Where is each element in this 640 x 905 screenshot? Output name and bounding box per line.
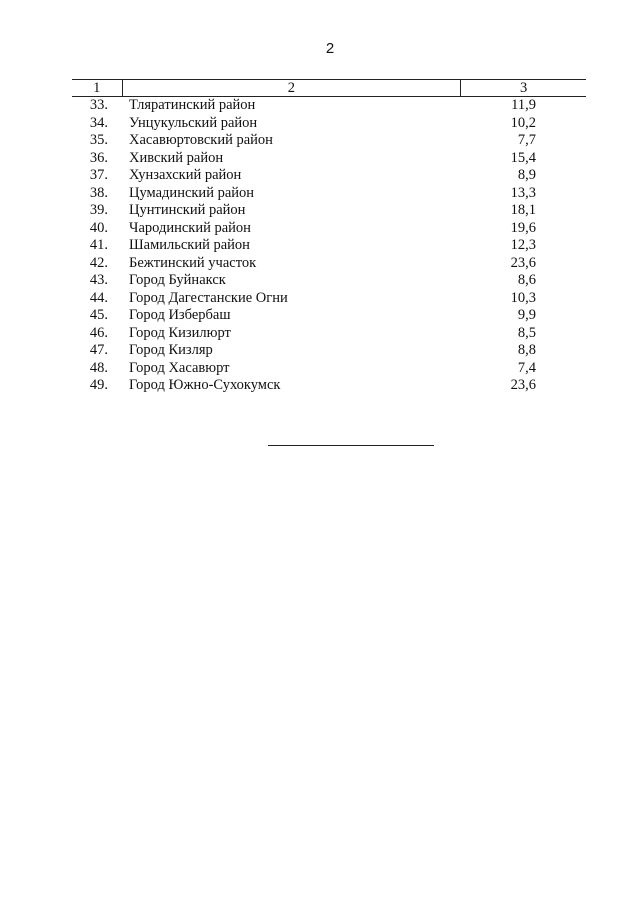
- table-row: [72, 132, 586, 150]
- row-value: 12,3: [510, 237, 536, 253]
- page-number: 2: [325, 40, 335, 57]
- row-value: 11,9: [511, 97, 536, 113]
- table-row: [72, 307, 586, 325]
- table-row: [72, 290, 586, 308]
- row-number: 47.: [89, 342, 109, 358]
- row-name: Цунтинский район: [129, 202, 246, 218]
- table-row: [72, 97, 586, 115]
- row-number: 40.: [89, 219, 109, 236]
- table-row: [72, 255, 586, 273]
- row-value: 23,6: [510, 254, 536, 271]
- row-value: 7,7: [517, 132, 536, 148]
- row-number: 48.: [89, 359, 109, 376]
- table-row: [72, 342, 586, 360]
- row-name: Город Кизляр: [129, 342, 213, 358]
- row-name: Город Буйнакск: [129, 272, 226, 288]
- row-name: Хунзахский район: [129, 167, 242, 183]
- table-row: [72, 150, 586, 168]
- row-name: Бежтинский участок: [129, 254, 257, 271]
- row-name: Чародинский район: [129, 219, 251, 236]
- table-row: [72, 377, 586, 395]
- row-name: Город Южно-Сухокумск: [129, 377, 281, 393]
- row-number: 36.: [89, 149, 109, 166]
- row-name: Город Дагестанские Огни: [129, 289, 288, 306]
- table-row: [72, 272, 586, 290]
- row-number: 38.: [89, 184, 109, 201]
- row-value: 8,8: [517, 342, 536, 358]
- row-number: 49.: [89, 377, 109, 393]
- row-name: Хасавюртовский район: [129, 132, 273, 148]
- row-number: 44.: [89, 289, 109, 306]
- row-value: 7,4: [517, 359, 536, 376]
- table-row: [72, 237, 586, 255]
- row-name: Тляратинский район: [129, 97, 256, 113]
- row-number: 41.: [89, 237, 109, 253]
- row-number: 43.: [89, 272, 109, 288]
- row-name: Город Хасавюрт: [129, 359, 230, 376]
- row-number: 39.: [89, 202, 109, 218]
- table-body: [72, 97, 586, 395]
- row-name: Унцукульский район: [129, 114, 258, 131]
- row-number: 42.: [89, 254, 109, 271]
- row-value: 8,5: [517, 324, 536, 341]
- row-value: 13,3: [510, 184, 536, 201]
- row-name: Город Избербаш: [129, 307, 231, 323]
- row-value: 15,4: [510, 149, 536, 166]
- row-value: 8,6: [517, 272, 536, 288]
- row-value: 8,9: [517, 167, 536, 183]
- row-number: 35.: [89, 132, 109, 148]
- column-header-3: 3: [461, 80, 586, 97]
- table-row: [72, 202, 586, 220]
- column-header-2: 2: [122, 80, 461, 97]
- row-name: Город Кизилюрт: [129, 324, 231, 341]
- table-row: [72, 360, 586, 378]
- row-number: 37.: [89, 167, 109, 183]
- row-value: 10,3: [510, 289, 536, 306]
- row-name: Хивский район: [129, 149, 224, 166]
- row-number: 33.: [89, 97, 109, 113]
- row-number: 45.: [89, 307, 109, 323]
- table-header-row: [72, 80, 586, 97]
- table-row: [72, 167, 586, 185]
- row-number: 46.: [89, 324, 109, 341]
- column-header-1: 1: [72, 80, 122, 97]
- row-name: Цумадинский район: [129, 184, 255, 201]
- row-value: 23,6: [510, 377, 536, 393]
- table-row: [72, 185, 586, 203]
- table-row: [72, 220, 586, 238]
- row-number: 34.: [89, 114, 109, 131]
- table-row: [72, 115, 586, 133]
- row-value: 18,1: [510, 202, 536, 218]
- data-table: [72, 79, 586, 395]
- table-row: [72, 325, 586, 343]
- row-value: 10,2: [510, 114, 536, 131]
- row-name: Шамильский район: [129, 237, 250, 253]
- row-value: 19,6: [510, 219, 536, 236]
- row-value: 9,9: [517, 307, 536, 323]
- closing-rule: [268, 445, 434, 446]
